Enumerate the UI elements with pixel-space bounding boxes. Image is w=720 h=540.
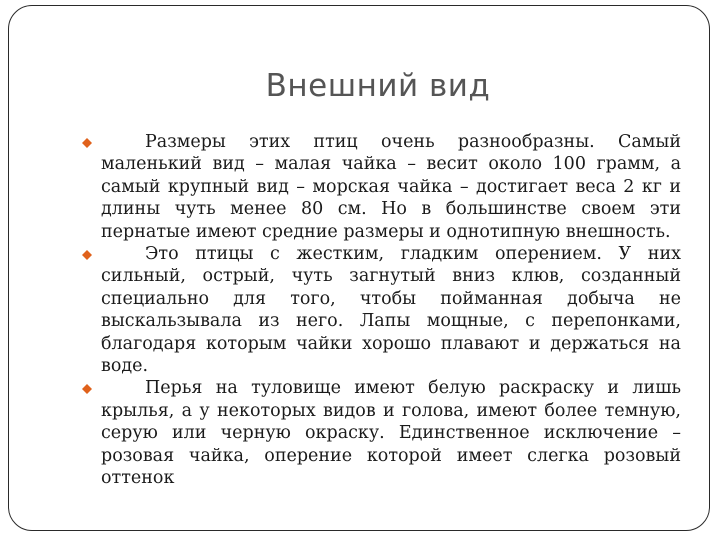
bullet-item — [101, 131, 681, 243]
slide-title: Внешний вид — [265, 68, 491, 104]
bullet-list — [101, 131, 681, 490]
bullet-diamond-icon — [82, 384, 92, 389]
bullet-diamond-icon — [82, 138, 92, 143]
bullet-item — [101, 377, 681, 489]
bullet-text: Размеры этих птиц очень разнообразны. Самый маленький вид – малая чайка – весит около 100 грамм, а самый крупный вид – морская чайка – достигает веса 2 кг и длины чуть менее 80 см. Но в большинстве своем эти пернатые имеют средние размеры и однотипную внешность. — [101, 132, 681, 242]
bullet-text: Это птицы с жестким, гладким оперением. У них сильный, острый, чуть загнутый вниз клюв, созданный специально для того, чтобы пойманная добыча не выскальзывала из него. Лапы мощные, с перепонками, благодаря которым чайки хорошо плавают и держаться на воде. — [101, 244, 681, 377]
bullet-diamond-icon — [82, 250, 92, 255]
bullet-text: Перья на туловище имеют белую раскраску и лишь крылья, а у некоторых видов и голова, имеют более темную, серую или черную окраску. Единственное исключение – розовая чайка, оперение которой имеет слегка розовый оттенок — [101, 378, 681, 489]
bullet-item — [101, 243, 681, 377]
slide — [8, 5, 710, 531]
